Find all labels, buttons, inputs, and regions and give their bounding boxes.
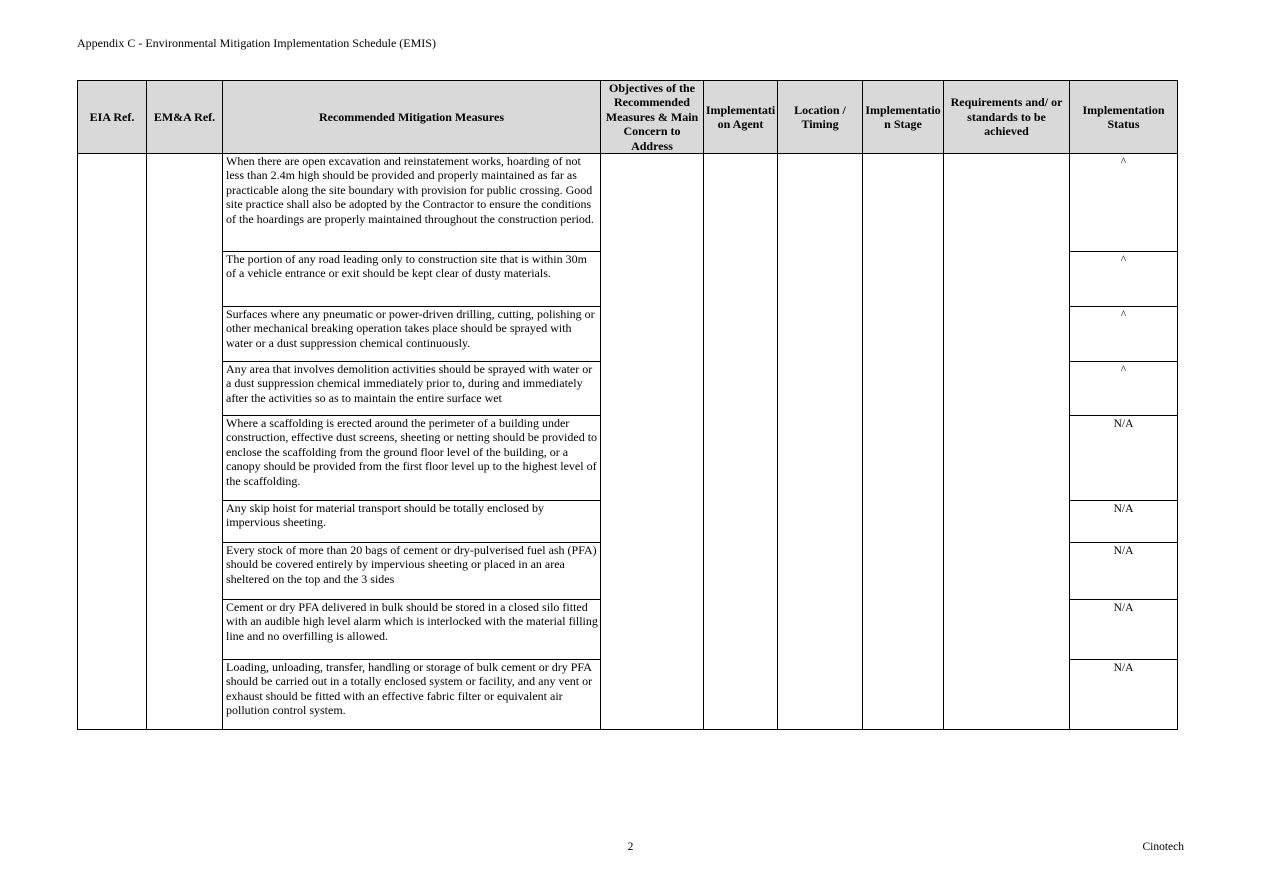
status-cell: N/A (1070, 416, 1178, 501)
measure-cell: When there are open excavation and reinstatement works, hoarding of not less than 2.4m high should be provided and properly maintained as far as practicable along the site boundary with provision for public crossing. Good site practice shall also be adopted by the Contractor to ensure the conditions of the hoardings are properly maintained throughout the construction period. (223, 154, 601, 252)
emis-table (77, 80, 1178, 730)
measure-cell: Every stock of more than 20 bags of cement or dry-pulverised fuel ash (PFA) should be covered entirely by impervious sheeting or placed in an area sheltered on the top and the 3 sides (223, 543, 601, 600)
table-header-row (78, 81, 1178, 154)
page-number: 2 (627, 841, 634, 853)
col-header-implementation-status: Implementation Status (1070, 81, 1178, 154)
col-header-location-timing: Location / Timing (778, 81, 863, 154)
appendix-title: Appendix C - Environmental Mitigation Implementation Schedule (EMIS) (77, 36, 436, 50)
implementation-stage-cell (863, 154, 944, 730)
status-cell: ^ (1070, 307, 1178, 362)
status-cell: N/A (1070, 660, 1178, 730)
col-header-ema-ref: EM&A Ref. (147, 81, 223, 154)
col-header-objectives: Objectives of the Recommended Measures & Main Concern to Address (601, 81, 704, 154)
status-cell: N/A (1070, 543, 1178, 600)
objectives-cell (601, 154, 704, 730)
col-header-requirements: Requirements and/ or standards to be achieved (944, 81, 1070, 154)
footer-brand: Cinotech (1142, 841, 1184, 853)
status-cell: ^ (1070, 252, 1178, 307)
measure-cell: Any area that involves demolition activities should be sprayed with water or a dust suppression chemical immediately prior to, during and immediately after the activities so as to maintain the entire surface wet (223, 362, 601, 416)
col-header-mitigation-measures: Recommended Mitigation Measures (223, 81, 601, 154)
measure-cell: Any skip hoist for material transport should be totally enclosed by impervious sheeting. (223, 501, 601, 543)
location-timing-cell (778, 154, 863, 730)
status-cell: N/A (1070, 600, 1178, 660)
measure-cell: Surfaces where any pneumatic or power-driven drilling, cutting, polishing or other mechanical breaking operation takes place should be sprayed with water or a dust suppression chemical continuously. (223, 307, 601, 362)
measure-cell: Cement or dry PFA delivered in bulk should be stored in a closed silo fitted with an audible high level alarm which is interlocked with the material filling line and no overfilling is allowed. (223, 600, 601, 660)
col-header-implementation-agent: Implementation Agent (704, 81, 778, 154)
eia-ref-cell (78, 154, 147, 730)
col-header-implementation-stage: Implementation Stage (863, 81, 944, 154)
implementation-agent-cell (704, 154, 778, 730)
table-row (78, 154, 1178, 252)
status-cell: ^ (1070, 154, 1178, 252)
measure-cell: Where a scaffolding is erected around the perimeter of a building under construction, effective dust screens, sheeting or netting should be provided to enclose the scaffolding from the ground floor level of the building, or a canopy should be provided from the first floor level up to the highest level of the scaffolding. (223, 416, 601, 501)
requirements-cell (944, 154, 1070, 730)
ema-ref-cell (147, 154, 223, 730)
status-cell: N/A (1070, 501, 1178, 543)
measure-cell: Loading, unloading, transfer, handling or storage of bulk cement or dry PFA should be carried out in a totally enclosed system or facility, and any vent or exhaust should be fitted with an effective fabric filter or equivalent air pollution control system. (223, 660, 601, 730)
status-cell: ^ (1070, 362, 1178, 416)
measure-cell: The portion of any road leading only to construction site that is within 30m of a vehicle entrance or exit should be kept clear of dusty materials. (223, 252, 601, 307)
col-header-eia-ref: EIA Ref. (78, 81, 147, 154)
